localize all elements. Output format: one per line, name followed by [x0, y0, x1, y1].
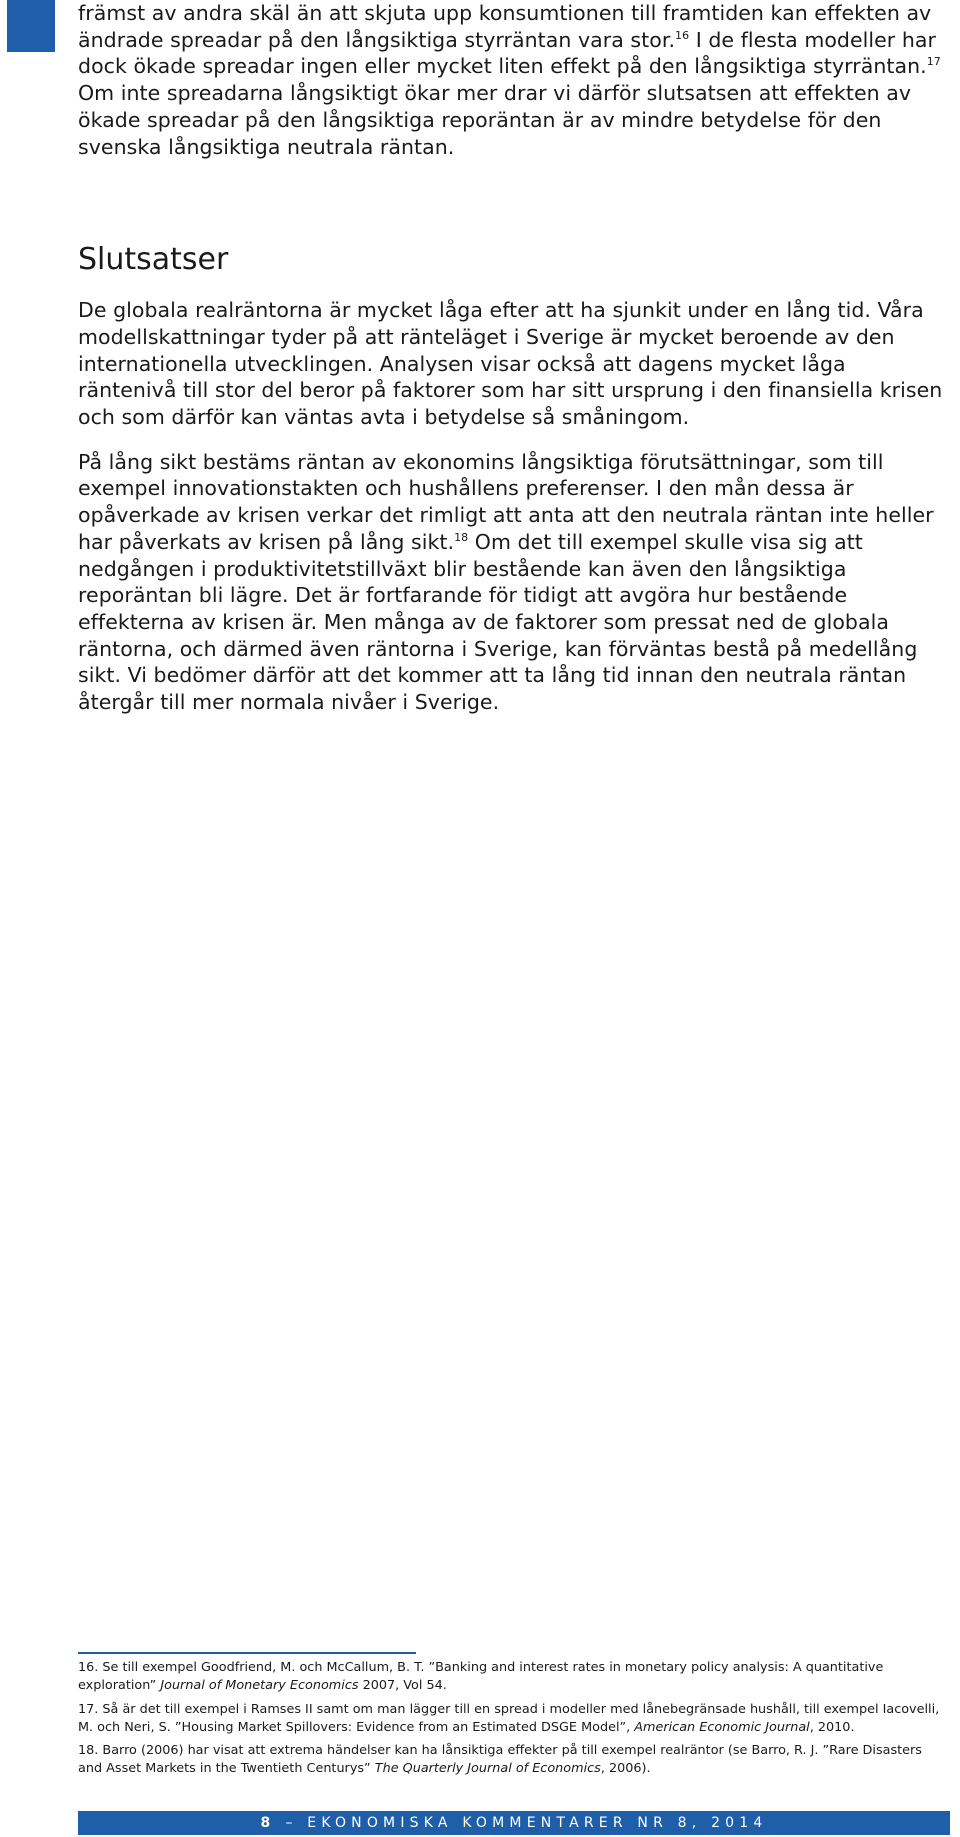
page-footer	[78, 1811, 950, 1835]
footnote-16-text: 16. Se till exempel Goodfriend, M. och McCallum, B. T. ”Banking and interest rates in monetary policy analysis: A quantitative exploration”	[78, 1660, 884, 1694]
intro-text-2: I de flesta modeller har dock ökade spreadar ingen eller mycket liten effekt på den långsiktiga styrräntan.	[78, 27, 936, 79]
body-paragraph-1: De globala realräntorna är mycket låga efter att ha sjunkit under en lång tid. Våra modellskattningar tyder på att ränteläget i Sverige är mycket beroende av den internationella utvecklingen. Analysen visar också att dagens mycket låga räntenivå till stor del beror på faktorer som har sitt ursprung i den finansiella krisen och som därför kan väntas avta i betydelse så småningom.	[78, 298, 943, 430]
footnote-18-tail: , 2006).	[600, 1761, 651, 1777]
footnote-17	[78, 1701, 950, 1738]
footnote-ref-17[interactable]: 17	[926, 55, 941, 69]
footnote-18-text: 18. Barro (2006) har visat att extrema händelser kan ha lånsiktiga effekter på till exempel realräntor (se Barro, R. J. ”Rare Disasters and Asset Markets in the Twentieth Centurys”	[78, 1743, 922, 1777]
footnote-16-tail: 2007, Vol 54.	[358, 1678, 447, 1694]
section-heading: Slutsatser	[78, 242, 229, 278]
body-paragraph-intro	[78, 0, 948, 160]
footnote-16	[78, 1659, 950, 1696]
footnote-18-journal: The Quarterly Journal of Economics	[374, 1761, 601, 1777]
main-content	[78, 0, 948, 716]
intro-text-3: Om inte spreadarna långsiktigt ökar mer drar vi därför slutsatsen att effekten av ökade spreadar på den långsiktiga reporäntan är av mindre betydelse för den svenska långsiktiga neutrala räntan.	[78, 81, 912, 159]
footnote-ref-18[interactable]: 18	[454, 531, 469, 545]
footnote-18	[78, 1742, 950, 1779]
page-number: 8	[260, 1815, 276, 1831]
paragraph-2-text-a: På lång sikt bestäms räntan av ekonomins långsiktiga förutsättningar, som till exempel innovationstakten och hushållens preferenser. I den mån dessa är opåverkade av krisen verkar det rimligt att anta att den neutrala räntan inte heller har påverkats av krisen på lång sikt.	[78, 449, 934, 554]
footnote-17-text: 17. Så är det till exempel i Ramses II samt om man lägger till en spread i modeller med lånebegränsade hushåll, till exempel Iacovelli, M. och Neri, S. ”Housing Market Spillovers: Evidence from an Estimated DSGE Model”,	[78, 1701, 940, 1735]
footnotes	[78, 1652, 950, 1779]
footnote-divider	[78, 1652, 416, 1654]
publication-title: – EKONOMISKA KOMMENTARER NR 8, 2014	[285, 1815, 768, 1831]
paragraph-2-text-b: Om det till exempel skulle visa sig att nedgången i produktivitetstillväxt blir bestående kan även den långsiktiga reporäntan bli lägre. Det är fortfarande för tidigt att avgöra hur bestående effekterna av krisen är. Men många av de faktorer som pressat ned de globala räntorna, och därmed även räntorna i Sverige, kan förväntas bestå på medellång sikt. Vi bedömer därför att det kommer att ta lång tid innan den neutrala räntan återgår till mer normala nivåer i Sverige.	[78, 529, 918, 715]
footnote-16-journal: Journal of Monetary Economics	[160, 1678, 359, 1694]
body-paragraph-2	[78, 449, 948, 716]
footnote-ref-16[interactable]: 16	[675, 28, 690, 42]
footnote-17-tail: , 2010.	[809, 1719, 855, 1735]
footnote-17-journal: American Economic Journal	[634, 1719, 810, 1735]
corner-accent-block	[7, 0, 55, 52]
intro-text-1: främst av andra skäl än att skjuta upp konsumtionen till framtiden kan effekten av ändrade spreadar på den långsiktiga styrräntan vara stor.	[78, 1, 932, 52]
